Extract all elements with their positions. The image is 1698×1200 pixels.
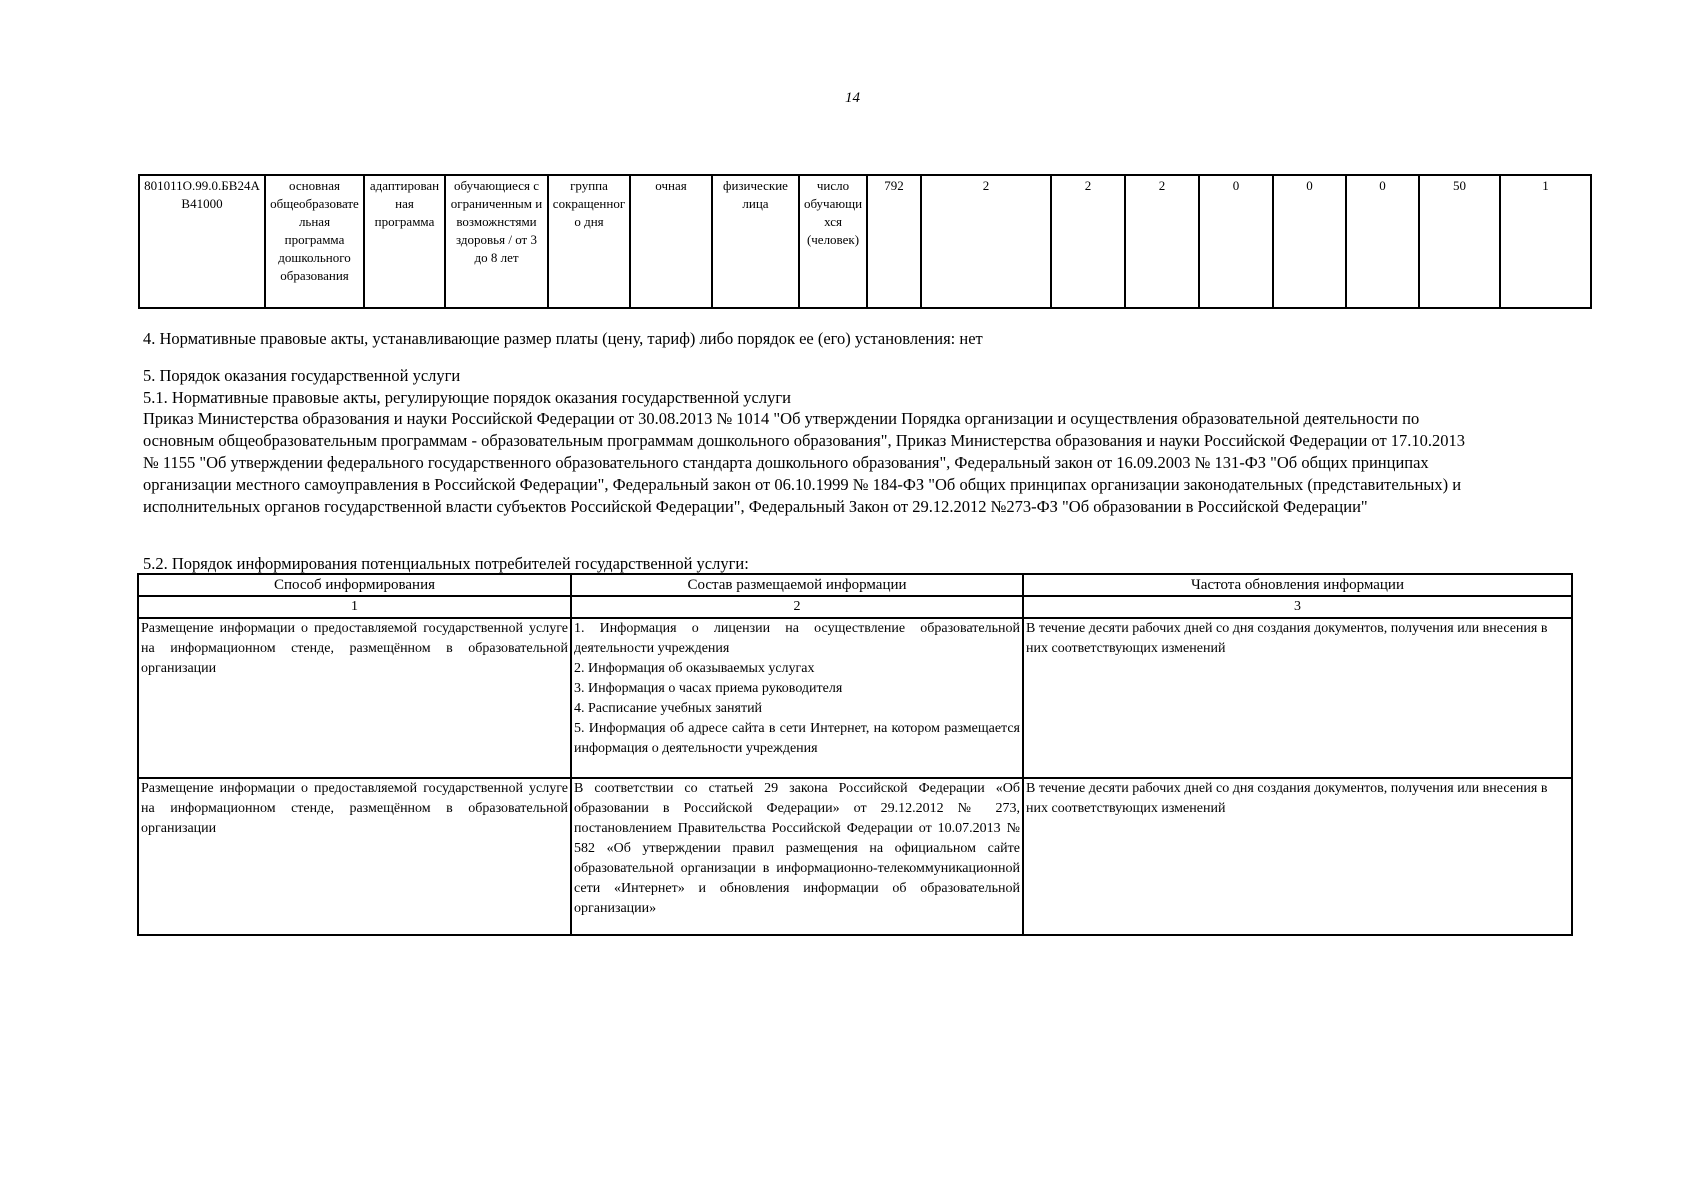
frequency-cell: В течение десяти рабочих дней со дня создания документов, получения или внесения в них соответствующих изменений [1023,618,1572,778]
list-item: 4. Расписание учебных занятий [574,701,763,716]
table-header-row [138,574,1572,596]
value-cell: 2 [921,175,1051,308]
stay-mode-cell: группа сокращенного дня [548,175,630,308]
content-cell: В соответствии со статьей 29 закона Российской Федерации «Об образовании в Российской Федерации» от 29.12.2012 № 273, постановлением Правительства Российской Федерации от 10.07.2013 № 582 «Об утверждении правил размещения на официальном сайте образовательной организации в информационно-телекоммуникационной сети «Интернет» и обновления информации об образовательной организации» [571,778,1023,935]
value-cell: 2 [1051,175,1125,308]
text-line: исполнительных органов государственной власти субъектов Российской Федерации", Федеральный Закон от 29.12.2012 №273-ФЗ "Об образовании в Российской Федерации" [143,497,1368,516]
text-line: № 1155 "Об утверждении федерального государственного образовательного стандарта дошкольного образования", Федеральный закон от 16.09.2003 № 131-ФЗ "Об общих принципах [143,453,1429,472]
registry-table [138,174,1592,309]
content-cell [571,618,1023,778]
form-cell: очная [630,175,712,308]
value-cell: 0 [1199,175,1273,308]
column-number: 3 [1023,596,1572,618]
section-5-1-text [143,408,1563,518]
list-item: 1. Информация о лицензии на осуществление образовательной деятельности учреждения [574,621,1020,656]
section-5-1-title: 5.1. Нормативные правовые акты, регулирующие порядок оказания государственной услуги [143,388,791,407]
section-5-title: 5. Порядок оказания государственной услуги [143,366,461,385]
program-type-cell: адаптированная программа [364,175,445,308]
frequency-cell: В течение десяти рабочих дней со дня создания документов, получения или внесения в них соответствующих изменений [1023,778,1572,935]
column-header: Способ информирования [138,574,571,596]
text-line: основным общеобразовательным программам - образовательным программам дошкольного образования", Приказ Министерства образования и науки Российской Федерации от 17.10.2013 [143,431,1466,450]
column-number: 1 [138,596,571,618]
page-number: 14 [845,90,860,106]
list-item: 3. Информация о часах приема руководителя [574,681,843,696]
registry-code-cell: 801011О.99.0.БВ24АВ41000 [139,175,265,308]
consumers-cell: физические лица [712,175,799,308]
indicator-cell: число обучающихся (человек) [799,175,867,308]
section-4-text: 4. Нормативные правовые акты, устанавливающие размер платы (цену, тариф) либо порядок ее (его) установления: нет [143,329,983,348]
value-cell: 0 [1273,175,1346,308]
table-row [138,618,1572,778]
text-line: Приказ Министерства образования и науки Российской Федерации от 30.08.2013 № 1014 "Об утверждении Порядка организации и осуществления образовательной деятельности по [143,409,1420,428]
value-cell: 2 [1125,175,1199,308]
info-table [137,573,1573,936]
category-cell: обучающиеся с ограниченным и возможнстями здоровья / от 3 до 8 лет [445,175,548,308]
list-item: 2. Информация об оказываемых услугах [574,661,815,676]
column-header: Частота обновления информации [1023,574,1572,596]
method-cell: Размещение информации о предоставляемой государственной услуге на информационном стенде, размещённом в образовательной организации [138,778,571,935]
value-cell: 0 [1346,175,1419,308]
value-cell: 1 [1500,175,1591,308]
value-cell: 50 [1419,175,1500,308]
text-line: организации местного самоуправления в Российской Федерации", Федеральный закон от 06.10.1999 № 184-ФЗ "Об общих принципах организации законодательных (представительных) и [143,475,1462,494]
section-5-2-title: 5.2. Порядок информирования потенциальных потребителей государственной услуги: [143,554,749,573]
column-header: Состав размещаемой информации [571,574,1023,596]
column-number-row [138,596,1572,618]
method-cell: Размещение информации о предоставляемой государственной услуге на информационном стенде, размещённом в образовательной организации [138,618,571,778]
table-row [138,778,1572,935]
table-row [139,175,1591,308]
column-number: 2 [571,596,1023,618]
unit-code-cell: 792 [867,175,921,308]
list-item: 5. Информация об адресе сайта в сети Интернет, на котором размещается информация о деятельности учреждения [574,721,1020,756]
program-cell: основная общеобразовательная программа дошкольного образования [265,175,364,308]
